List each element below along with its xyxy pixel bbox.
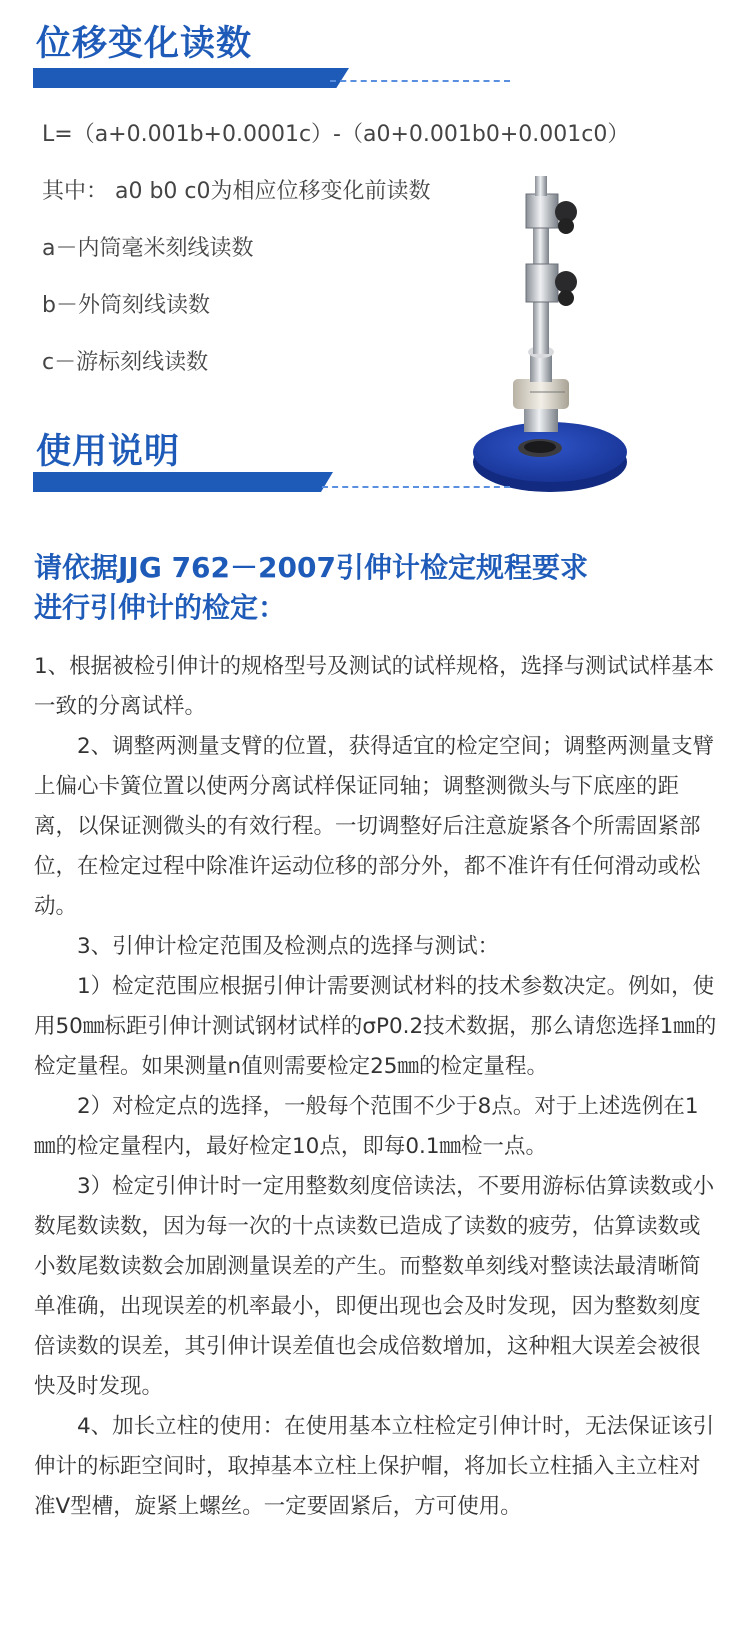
paragraph-step-3-2: 2）对检定点的选择，一般每个范围不少于8点。对于上述选例在1㎜的检定量程内，最好检定10点，即每0.1㎜检一点。 bbox=[34, 1094, 699, 1159]
section-heading-displacement: 位移变化读数 bbox=[36, 24, 253, 64]
paragraph-step-3-1: 1）检定范围应根据引伸计需要测试材料的技术参数决定。例如，使用50㎜标距引伸计测试钢材试样的σP0.2技术数据，那么请您选择1㎜的检定量程。如果测量n值则需要检定25㎜的检定量程。 bbox=[34, 974, 717, 1079]
definition-c: c－游标刻线读数 bbox=[42, 350, 209, 375]
heading-underline-bar bbox=[33, 68, 349, 88]
subtitle-line-2: 进行引伸计的检定： bbox=[34, 591, 287, 624]
formula-note: 其中： a0 b0 c0为相应位移变化前读数 bbox=[42, 179, 431, 204]
paragraph-step-3: 3、引伸计检定范围及检测点的选择与测试： bbox=[77, 934, 500, 959]
formula: L=（a+0.001b+0.0001c）-（a0+0.001b0+0.001c0） bbox=[42, 122, 630, 147]
instructions-subtitle bbox=[34, 548, 714, 628]
paragraph-step-3-3: 3）检定引伸计时一定用整数刻度倍读法，不要用游标估算读数或小数尾数读数，因为每一次的十点读数已造成了读数的疲劳，估算读数或小数尾数读数会加剧测量误差的产生。而整数单刻线对整读法最清晰简单准确，出现误差的机率最小，即便出现也会及时发现，因为整数刻度倍读数的误差，其引伸计误差值也会成倍数增加，这种粗大误差会被很快及时发现。 bbox=[34, 1174, 715, 1399]
heading-dashed-line bbox=[322, 486, 510, 488]
heading-underline-bar bbox=[33, 472, 333, 492]
definition-a: a－内筒毫米刻线读数 bbox=[42, 236, 254, 261]
definition-b: b－外筒刻线读数 bbox=[42, 293, 210, 318]
paragraph-step-1: 1、根据被检引伸计的规格型号及测试的试样规格，选择与测试试样基本一致的分离试样。 bbox=[34, 654, 715, 719]
extensometer-calibrator-image bbox=[470, 174, 630, 504]
instructions-body bbox=[34, 647, 718, 1527]
section-heading-instructions: 使用说明 bbox=[36, 432, 181, 472]
paragraph-step-2: 2、调整两测量支臂的位置，获得适宜的检定空间；调整两测量支臂上偏心卡簧位置以使两分离试样保证同轴；调整测微头与下底座的距离，以保证测微头的有效行程。一切调整好后注意旋紧各个所需固紧部位，在检定过程中除准许运动位移的部分外，都不准许有任何滑动或松动。 bbox=[34, 734, 715, 919]
heading-dashed-line bbox=[330, 80, 510, 82]
paragraph-step-4: 4、加长立柱的使用：在使用基本立柱检定引伸计时，无法保证该引伸计的标距空间时，取掉基本立柱上保护帽，将加长立柱插入主立柱对准V型槽，旋紧上螺丝。一定要固紧后，方可使用。 bbox=[34, 1414, 715, 1519]
subtitle-line-1: 请依据JJG 762－2007引伸计检定规程要求 bbox=[34, 551, 588, 584]
